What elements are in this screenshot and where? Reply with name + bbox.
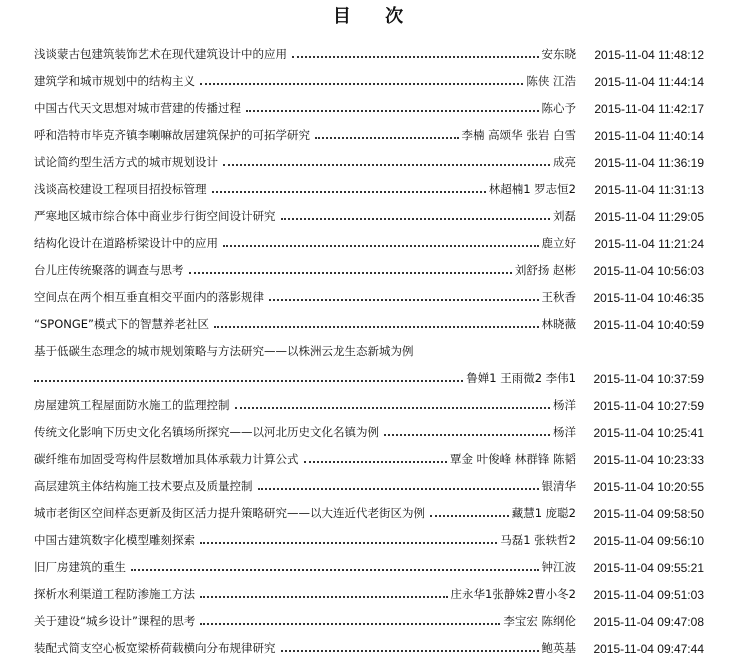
entry-timestamp: 2015-11-04 10:46:35: [593, 291, 704, 305]
entry-title[interactable]: 浅谈蒙古包建筑装饰艺术在现代建筑设计中的应用: [34, 47, 287, 61]
entry-author: 马磊1 张轶哲2: [500, 533, 576, 547]
entry-timestamp: 2015-11-04 10:56:03: [593, 264, 704, 278]
entry-timestamp: 2015-11-04 09:56:10: [593, 534, 704, 548]
entry-author: 鹿立好: [541, 236, 576, 250]
toc-entry[interactable]: [34, 633, 704, 660]
entry-timestamp: 2015-11-04 09:47:08: [593, 615, 704, 629]
entry-author: 陈心予: [541, 101, 576, 115]
dot-leader: [34, 380, 463, 382]
entry-title[interactable]: 浅谈高校建设工程项目招投标管理: [34, 182, 207, 196]
entry-author: 银清华: [541, 479, 576, 493]
dot-leader: [292, 56, 539, 58]
dot-leader: [223, 164, 550, 166]
toc-entry-title-line[interactable]: [34, 336, 704, 363]
entry-author: 钟江波: [541, 560, 576, 574]
toc-entry[interactable]: [34, 309, 704, 336]
entry-title[interactable]: 呼和浩特市毕克齐镇李喇嘛故居建筑保护的可拓学研究: [34, 128, 310, 142]
entry-timestamp: 2015-11-04 11:40:14: [594, 129, 704, 143]
entry-title[interactable]: 探析水利渠道工程防渗施工方法: [34, 587, 195, 601]
dot-leader: [214, 326, 539, 328]
toc-entry[interactable]: [34, 498, 704, 525]
entry-title[interactable]: “SPONGE”模式下的智慧养老社区: [34, 317, 209, 331]
entry-timestamp: 2015-11-04 10:25:41: [593, 426, 704, 440]
entry-author: 李楠 高颂华 张岩 白雪: [461, 128, 576, 142]
entry-title[interactable]: 房屋建筑工程屋面防水施工的监理控制: [34, 398, 230, 412]
entry-author: 安东晓: [541, 47, 576, 61]
entry-title[interactable]: 碳纤维布加固受弯构件层数增加具体承载力计算公式: [34, 452, 299, 466]
toc-entry[interactable]: [34, 120, 704, 147]
entry-title[interactable]: 高层建筑主体结构施工技术要点及质量控制: [34, 479, 253, 493]
entry-author: 王秋香: [541, 290, 576, 304]
entry-title[interactable]: 空间点在两个相互垂直相交平面内的落影规律: [34, 290, 264, 304]
toc-entry[interactable]: [34, 471, 704, 498]
entry-timestamp: 2015-11-04 10:40:59: [593, 318, 704, 332]
entry-title[interactable]: 装配式简支空心板宽梁桥荷载横向分布规律研究: [34, 641, 276, 655]
toc-entry[interactable]: [34, 228, 704, 255]
entry-title[interactable]: 关于建设“城乡设计”课程的思考: [34, 614, 196, 628]
toc-entry[interactable]: [34, 390, 704, 417]
toc-list: [34, 39, 704, 660]
entry-timestamp: 2015-11-04 11:42:17: [594, 102, 704, 116]
toc-entry[interactable]: [34, 525, 704, 552]
entry-timestamp: 2015-11-04 11:29:05: [594, 210, 704, 224]
entry-timestamp: 2015-11-04 11:36:19: [594, 156, 704, 170]
toc-entry[interactable]: [34, 444, 704, 471]
entry-author: 藏慧1 庞聪2: [511, 506, 576, 520]
entry-timestamp: 2015-11-04 10:27:59: [593, 399, 704, 413]
entry-author: 成亮: [553, 155, 576, 169]
entry-timestamp: 2015-11-04 09:51:03: [593, 588, 704, 602]
entry-author: 鲍英基: [541, 641, 576, 655]
dot-leader: [200, 83, 523, 85]
dot-leader: [200, 542, 497, 544]
entry-author: 李宝宏 陈纲伦: [503, 614, 576, 628]
dot-leader: [223, 245, 539, 247]
toc-entry[interactable]: [34, 606, 704, 633]
entry-author: 庄永华1张静姝2曹小冬2: [450, 587, 576, 601]
toc-entry[interactable]: [34, 66, 704, 93]
dot-leader: [200, 623, 500, 625]
entry-title[interactable]: 城市老街区空间样态更新及街区活力提升策略研究——以大连近代老街区为例: [34, 506, 425, 520]
toc-entry-continuation[interactable]: [34, 363, 704, 390]
entry-title[interactable]: 结构化设计在道路桥梁设计中的应用: [34, 236, 218, 250]
entry-timestamp: 2015-11-04 10:20:55: [593, 480, 704, 494]
entry-title[interactable]: 建筑学和城市规划中的结构主义: [34, 74, 195, 88]
dot-leader: [281, 218, 551, 220]
entry-author: 刘舒扬 赵彬: [514, 263, 576, 277]
dot-leader: [304, 461, 448, 463]
entry-timestamp: 2015-11-04 11:31:13: [594, 183, 704, 197]
dot-leader: [235, 407, 551, 409]
entry-title[interactable]: 基于低碳生态理念的城市规划策略与方法研究——以株洲云龙生态新城为例: [34, 344, 414, 358]
dot-leader: [189, 272, 512, 274]
entry-timestamp: 2015-11-04 11:21:24: [594, 237, 704, 251]
toc-entry[interactable]: [34, 579, 704, 606]
entry-timestamp: 2015-11-04 10:37:59: [593, 372, 704, 386]
entry-author: 覃金 叶俊峰 林群锋 陈韬: [450, 452, 576, 466]
entry-author: 杨洋: [553, 398, 576, 412]
toc-entry[interactable]: [34, 282, 704, 309]
entry-title[interactable]: 试论简约型生活方式的城市规划设计: [34, 155, 218, 169]
toc-entry[interactable]: [34, 201, 704, 228]
toc-entry[interactable]: [34, 93, 704, 120]
toc-entry[interactable]: [34, 255, 704, 282]
entry-author: 鲁婵1 王雨微2 李伟1: [466, 371, 576, 385]
toc-entry[interactable]: [34, 174, 704, 201]
entry-title[interactable]: 严寒地区城市综合体中商业步行街空间设计研究: [34, 209, 276, 223]
entry-author: 杨洋: [553, 425, 576, 439]
dot-leader: [384, 434, 550, 436]
toc-entry[interactable]: [34, 552, 704, 579]
entry-title[interactable]: 中国古建筑数字化模型雕刻探索: [34, 533, 195, 547]
entry-timestamp: 2015-11-04 11:44:14: [594, 75, 704, 89]
entry-author: 林超楠1 罗志恒2: [488, 182, 576, 196]
dot-leader: [281, 650, 539, 652]
entry-timestamp: 2015-11-04 09:47:44: [593, 642, 704, 656]
entry-title[interactable]: 中国古代天文思想对城市营建的传播过程: [34, 101, 241, 115]
dot-leader: [200, 596, 448, 598]
dot-leader: [430, 515, 509, 517]
entry-title[interactable]: 传统文化影响下历史文化名镇场所探究——以河北历史文化名镇为例: [34, 425, 379, 439]
toc-entry[interactable]: [34, 417, 704, 444]
entry-timestamp: 2015-11-04 09:58:50: [593, 507, 704, 521]
entry-author: 陈侠 江浩: [526, 74, 576, 88]
entry-timestamp: 2015-11-04 11:48:12: [594, 48, 704, 62]
entry-author: 刘磊: [553, 209, 576, 223]
entry-timestamp: 2015-11-04 09:55:21: [593, 561, 704, 575]
entry-author: 林晓薇: [541, 317, 576, 331]
dot-leader: [131, 569, 539, 571]
toc-entry[interactable]: [34, 147, 704, 174]
dot-leader: [212, 191, 486, 193]
entry-title[interactable]: 旧厂房建筑的重生: [34, 560, 126, 574]
entry-timestamp: 2015-11-04 10:23:33: [593, 453, 704, 467]
dot-leader: [315, 137, 459, 139]
entry-title[interactable]: 台儿庄传统聚落的调查与思考: [34, 263, 184, 277]
page-title: 目 次: [332, 6, 418, 27]
dot-leader: [269, 299, 539, 301]
dot-leader: [246, 110, 539, 112]
dot-leader: [258, 488, 539, 490]
toc-entry[interactable]: [34, 39, 704, 66]
